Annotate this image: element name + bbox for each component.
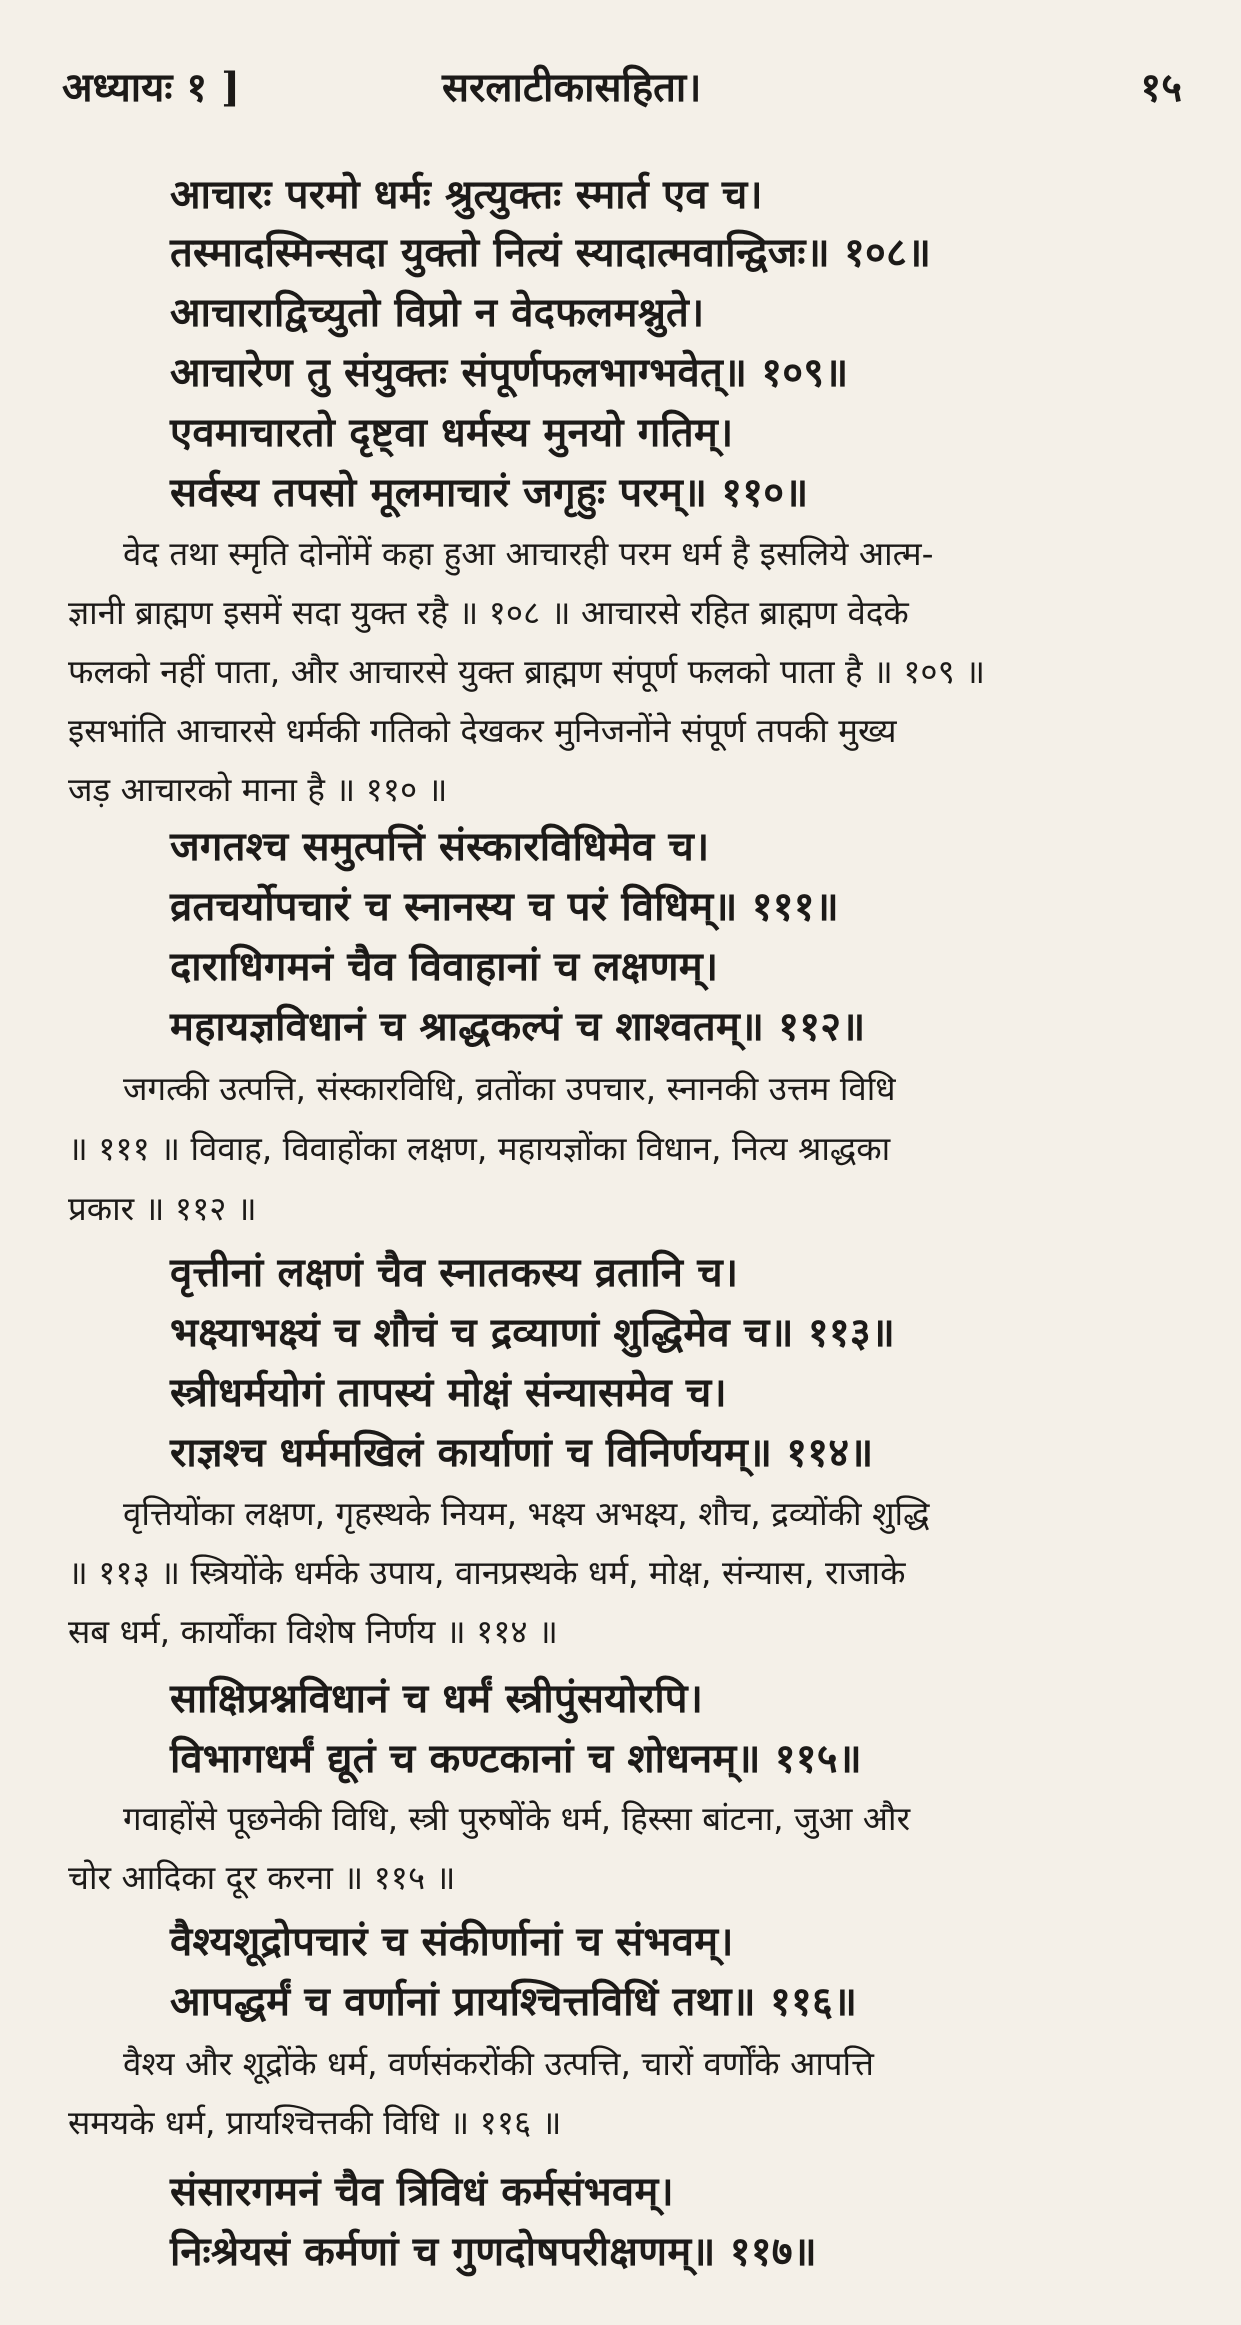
verse-line: भक्ष्याभक्ष्यं च शौचं च द्रव्याणां शुद्धिमेव च॥ ११३॥ bbox=[170, 1309, 895, 1356]
page-number: १५ bbox=[1140, 64, 1182, 111]
translation-line: जड़ आचारको माना है ॥ ११० ॥ bbox=[68, 770, 448, 809]
verse-line: आचाराद्विच्युतो विप्रो न वेदफलमश्नुते। bbox=[170, 289, 705, 336]
verse-line: निःश्रेयसं कर्मणां च गुणदोषपरीक्षणम्॥ ११७॥ bbox=[170, 2228, 817, 2275]
verse-line: वृत्तीनां लक्षणं चैव स्नातकस्य व्रतानि च। bbox=[170, 1249, 739, 1296]
verse-line: जगतश्च समुत्पत्तिं संस्कारविधिमेव च। bbox=[170, 823, 710, 870]
page-header bbox=[62, 58, 1182, 118]
verse-line: आचारेण तु संयुक्तः संपूर्णफलभाग्भवेत्॥ १०९॥ bbox=[170, 349, 849, 396]
translation-line: ॥ ११३ ॥ स्त्रियोंके धर्मके उपाय, वानप्रस्थके धर्म, मोक्ष, संन्यास, राजाके bbox=[68, 1553, 906, 1592]
translation-line: वैश्य और शूद्रोंके धर्म, वर्णसंकरोंकी उत्पत्ति, चारों वर्णोंके आपत्ति bbox=[123, 2044, 874, 2083]
translation-line: जगत्की उत्पत्ति, संस्कारविधि, व्रतोंका उपचार, स्नानकी उत्तम विधि bbox=[123, 1069, 896, 1108]
verse-line: आपद्धर्मं च वर्णानां प्रायश्चित्तविधिं तथा॥ ११६॥ bbox=[170, 1978, 858, 2025]
translation-line: गवाहोंसे पूछनेकी विधि, स्त्री पुरुषोंके धर्म, हिस्सा बांटना, जुआ और bbox=[123, 1799, 911, 1838]
verse-line: विभागधर्मं द्यूतं च कण्टकानां च शोधनम्॥ ११५॥ bbox=[170, 1735, 862, 1782]
verse-line: साक्षिप्रश्नविधानं च धर्मं स्त्रीपुंसयोरपि। bbox=[170, 1675, 704, 1722]
verse-line: सर्वस्य तपसो मूलमाचारं जगृहुः परम्॥ ११०॥ bbox=[170, 469, 809, 516]
verse-line: वैश्यशूद्रोपचारं च संकीर्णानां च संभवम्। bbox=[170, 1918, 734, 1965]
verse-line: दाराधिगमनं चैव विवाहानां च लक्षणम्। bbox=[170, 943, 719, 990]
verse-line: एवमाचारतो दृष्ट्वा धर्मस्य मुनयो गतिम्। bbox=[170, 409, 734, 456]
translation-line: सब धर्म, कार्योंका विशेष निर्णय ॥ ११४ ॥ bbox=[68, 1612, 558, 1651]
translation-line: वृत्तियोंका लक्षण, गृहस्थके नियम, भक्ष्य अभक्ष्य, शौच, द्रव्योंकी शुद्धि bbox=[123, 1494, 930, 1533]
verse-line: व्रतचर्योपचारं च स्नानस्य च परं विधिम्॥ १११॥ bbox=[170, 883, 839, 930]
verse-line: राज्ञश्च धर्ममखिलं कार्याणां च विनिर्णयम्॥ ११४॥ bbox=[170, 1429, 874, 1476]
translation-line: इसभांति आचारसे धर्मकी गतिको देखकर मुनिजनोंने संपूर्ण तपकी मुख्य bbox=[68, 711, 897, 750]
translation-line: चोर आदिका दूर करना ॥ ११५ ॥ bbox=[68, 1858, 456, 1897]
translation-line: प्रकार ॥ ११२ ॥ bbox=[68, 1189, 257, 1228]
translation-line: वेद तथा स्मृति दोनोंमें कहा हुआ आचारही परम धर्म है इसलिये आत्म- bbox=[123, 534, 934, 573]
verse-line: आचारः परमो धर्मः श्रुत्युक्तः स्मार्त एव च। bbox=[170, 171, 763, 218]
translation-line: समयके धर्म, प्रायश्चित्तकी विधि ॥ ११६ ॥ bbox=[68, 2103, 562, 2142]
verse-line: संसारगमनं चैव त्रिविधं कर्मसंभवम्। bbox=[170, 2168, 674, 2215]
verse-line: स्त्रीधर्मयोगं तापस्यं मोक्षं संन्यासमेव च। bbox=[170, 1369, 727, 1416]
translation-line: फलको नहीं पाता, और आचारसे युक्त ब्राह्मण संपूर्ण फलको पाता है ॥ १०९ ॥ bbox=[68, 652, 986, 691]
running-title: सरलाटीकासहिता। bbox=[442, 64, 702, 111]
translation-line: ॥ १११ ॥ विवाह, विवाहोंका लक्षण, महायज्ञोंका विधान, नित्य श्राद्धका bbox=[68, 1129, 891, 1168]
verse-line: तस्मादस्मिन्सदा युक्तो नित्यं स्यादात्मवान्द्विजः॥ १०८॥ bbox=[170, 229, 932, 276]
verse-line: महायज्ञविधानं च श्राद्धकल्पं च शाश्वतम्॥ ११२॥ bbox=[170, 1003, 866, 1050]
chapter-label: अध्यायः १ ] bbox=[62, 64, 241, 111]
translation-line: ज्ञानी ब्राह्मण इसमें सदा युक्त रहै ॥ १०८ ॥ आचारसे रहित ब्राह्मण वेदके bbox=[68, 593, 909, 632]
